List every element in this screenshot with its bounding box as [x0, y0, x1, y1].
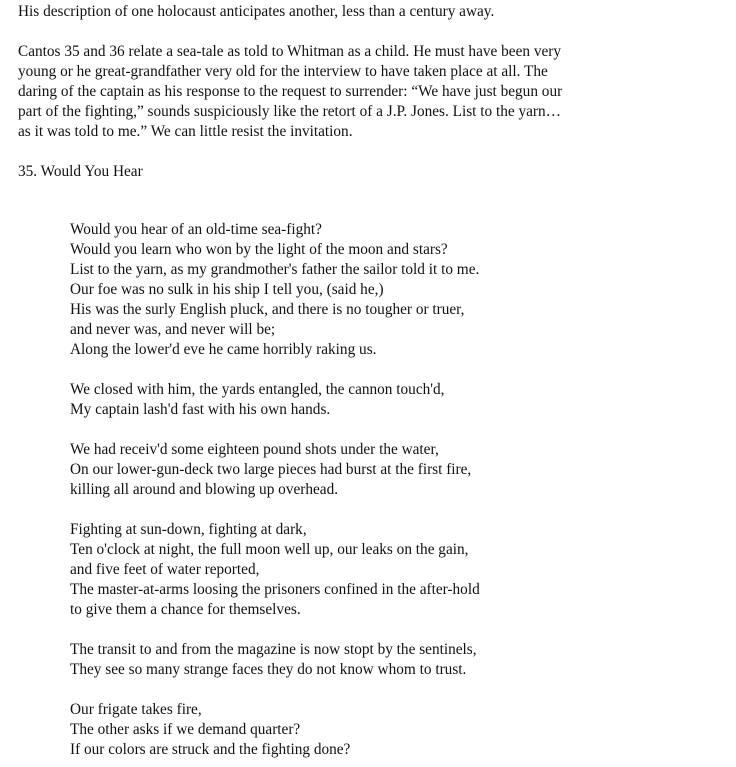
- poem-line: The other asks if we demand quarter?: [70, 721, 301, 738]
- stanza-gap: [70, 420, 728, 440]
- poem-stanza: [70, 220, 728, 360]
- poem-line: Along the lower'd eve he came horribly raking us.: [70, 341, 377, 358]
- stanza-gap: [70, 500, 728, 520]
- document-page: [18, 0, 728, 760]
- intro-line: His description of one holocaust anticipates another, less than a century away.: [18, 3, 495, 20]
- poem-line: His was the surly English pluck, and there is no tougher or truer,: [70, 301, 465, 318]
- poem-line: killing all around and blowing up overhead.: [70, 481, 339, 498]
- poem-line: Our frigate takes fire,: [70, 701, 202, 718]
- poem-block: [70, 220, 728, 760]
- paragraph-line: daring of the captain as his response to the request to surrender: “We have just begun our: [18, 83, 563, 100]
- paragraph-line: part of the fighting,” sounds suspiciously like the retort of a J.P. Jones. List to the yarn…: [18, 103, 561, 120]
- poem-line: and never was, and never will be;: [70, 321, 276, 338]
- poem-line: My captain lash'd fast with his own hands.: [70, 401, 331, 418]
- poem-line: Would you learn who won by the light of the moon and stars?: [70, 241, 448, 258]
- poem-stanza: [70, 700, 728, 760]
- paragraph-line: young or he great-grandfather very old for the interview to have taken place at all. The: [18, 63, 548, 80]
- poem-line: to give them a chance for themselves.: [70, 601, 301, 618]
- poem-line: We had receiv'd some eighteen pound shots under the water,: [70, 441, 439, 458]
- poem-line: On our lower-gun-deck two large pieces had burst at the first fire,: [70, 461, 472, 478]
- commentary-paragraph: [18, 42, 728, 142]
- poem-stanza: [70, 640, 728, 680]
- paragraph-gap: [18, 22, 728, 42]
- paragraph-line: Cantos 35 and 36 relate a sea-tale as told to Whitman as a child. He must have been very: [18, 43, 562, 60]
- poem-line: List to the yarn, as my grandmother's father the sailor told it to me.: [70, 261, 480, 278]
- stanza-gap: [70, 360, 728, 380]
- poem-line: Fighting at sun-down, fighting at dark,: [70, 521, 307, 538]
- poem-line: Ten o'clock at night, the full moon well up, our leaks on the gain,: [70, 541, 469, 558]
- paragraph-line: as it was told to me.” We can little resist the invitation.: [18, 123, 353, 140]
- poem-line: Our foe was no sulk in his ship I tell you, (said he,): [70, 281, 384, 298]
- poem-line: The master-at-arms loosing the prisoners confined in the after-hold: [70, 581, 480, 598]
- poem-stanza: [70, 520, 728, 620]
- poem-line: Would you hear of an old-time sea-fight?: [70, 221, 322, 238]
- stanza-gap: [70, 620, 728, 640]
- poem-line: and five feet of water reported,: [70, 561, 260, 578]
- section-heading: 35. Would You Hear: [18, 163, 143, 180]
- poem-line: If our colors are struck and the fighting done?: [70, 741, 351, 758]
- paragraph-gap: [18, 142, 728, 162]
- poem-line: We closed with him, the yards entangled, the cannon touch'd,: [70, 381, 445, 398]
- poem-stanza: [70, 380, 728, 420]
- poem-stanza: [70, 440, 728, 500]
- poem-line: The transit to and from the magazine is now stopt by the sentinels,: [70, 641, 477, 658]
- stanza-gap: [70, 680, 728, 700]
- heading-gap: [18, 182, 728, 220]
- poem-line: They see so many strange faces they do not know whom to trust.: [70, 661, 467, 678]
